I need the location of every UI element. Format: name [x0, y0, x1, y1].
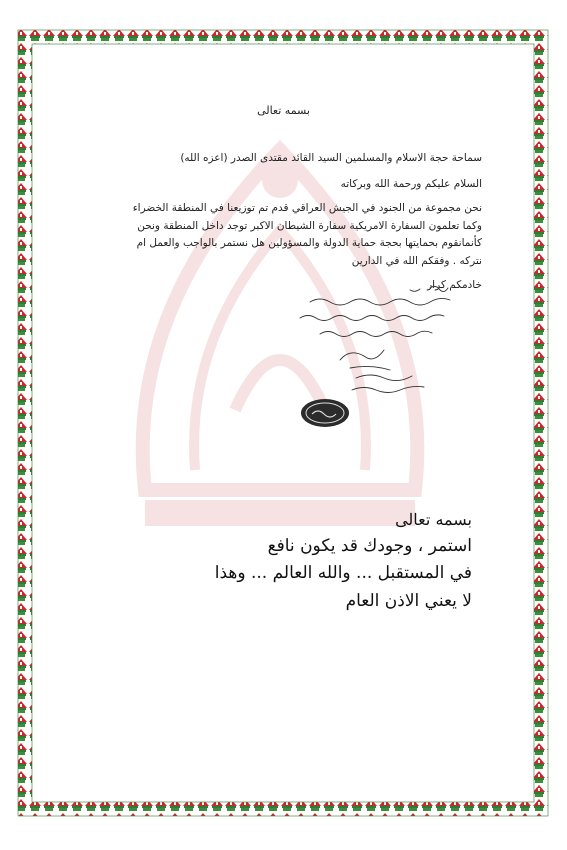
letter-body-line: نحن مجموعة من الجنود في الجيش العراقي قدم تم توزيعنا في المنطقة الخضراء	[132, 202, 482, 214]
letter-signoff: خادمكم كرار	[427, 279, 482, 291]
letter-basmala: بسمه تعالى	[257, 104, 310, 117]
transcription-line-4: لا يعني الاذن العام	[345, 591, 472, 611]
letter-body-line: وكما تعلمون السفارة الامريكية سفارة الشيطان الاكبر توجد داخل المنطقة ونحن	[137, 219, 482, 232]
letter-addressee: سماحة حجة الاسلام والمسلمين السيد القائد مقتدى الصدر (اعزه الله)	[180, 152, 482, 164]
stamp-seal	[300, 398, 350, 428]
letter-greeting: السلام عليكم ورحمة الله وبركاته	[340, 178, 482, 190]
handwritten-reply	[280, 282, 470, 402]
transcription-line-3: في المستقبل ... والله العالم ... وهذا	[214, 563, 472, 583]
letter-body	[62, 200, 482, 270]
letter-body-line: نتركه . وفقكم الله في الدارين	[351, 254, 482, 267]
letter-body-line: كأنمانقوم بحمايتها بحجة حماية الدولة والمسؤولين هل نستمر بالواجب والعمل ام	[136, 237, 482, 249]
transcription-line-1: بسمه تعالى	[395, 510, 472, 529]
transcription-line-2: استمر ، وجودك قد يكون نافع	[267, 536, 472, 556]
